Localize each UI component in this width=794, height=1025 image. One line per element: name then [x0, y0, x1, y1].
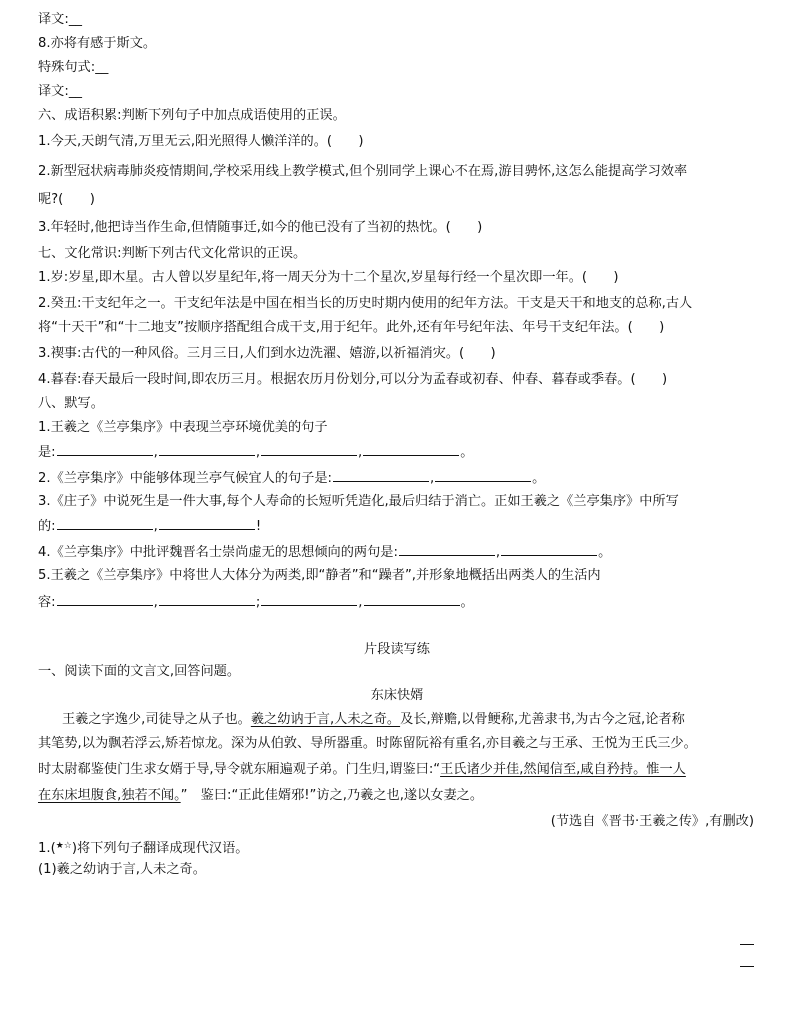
passage-source: (节选自《晋书·王羲之传》,有删改)	[550, 814, 754, 829]
difficulty-star-icon: ★☆	[55, 841, 72, 851]
dictation-question-5: 5.王羲之《兰亭集序》中将世人大体分为两类,即“静者”和“躁者”,并形象地概括出两类人的生活内	[38, 568, 601, 583]
culture-question-4: 4.暮春:春天最后一段时间,即农历三月。根据农历月份划分,可以分为孟春或初春、仲春、暮春或季春。( )	[38, 372, 668, 387]
passage-line-1: 王羲之字逸少,司徒导之从子也。羲之幼讷于言,人未之奇。及长,辩赡,以骨鲠称,尤善隶书,为古今之冠,论者称	[62, 712, 685, 727]
passage-line-3: 时太尉郗鉴使门生求女婿于导,导令就东厢遍观子弟。门生归,谓鉴曰:“王氏诸少并佳,然闻信至,咸自矜持。惟一人	[38, 762, 686, 777]
underlined-sentence: 在东床坦腹食,独若不闻。	[38, 788, 181, 803]
passage-line-2: 其笔势,以为飘若浮云,矫若惊龙。深为从伯敦、导所器重。时陈留阮裕有重名,亦目羲之与王承、王悦为王氏三少。	[38, 736, 697, 751]
dictation-question-3-answer: 的: , !	[38, 516, 261, 537]
sentence-item-8: 8.亦将有感于斯文。	[38, 36, 157, 51]
translation-question-1: 1.(★☆)将下列句子翻译成现代汉语。	[38, 841, 249, 856]
answer-blank[interactable]	[501, 542, 597, 556]
section-6-heading: 六、成语积累:判断下列句子中加点成语使用的正误。	[38, 108, 346, 123]
reading-heading: 一、阅读下面的文言文,回答问题。	[38, 664, 241, 679]
culture-question-2: 2.癸丑:干支纪年之一。干支纪年法是中国在相当长的历史时期内使用的纪年方法。干支是天干和地支的总称,古人	[38, 296, 693, 311]
answer-line[interactable]	[740, 966, 754, 967]
dictation-question-3: 3.《庄子》中说死生是一件大事,每个人寿命的长短听凭造化,最后归结于消亡。正如王羲之《兰亭集序》中所写	[38, 494, 679, 509]
translation-line: 译文:__	[38, 12, 83, 27]
idiom-question-2-cont: 呢?( )	[38, 192, 95, 207]
answer-blank[interactable]	[435, 468, 531, 482]
section-title: 片段读写练	[364, 642, 430, 657]
answer-blank[interactable]	[57, 516, 153, 530]
dictation-question-1: 1.王羲之《兰亭集序》中表现兰亭环境优美的句子	[38, 420, 328, 435]
section-7-heading: 七、文化常识:判断下列古代文化常识的正误。	[38, 246, 307, 261]
underlined-sentence: 羲之幼讷于言,人未之奇。	[250, 712, 401, 727]
answer-blank[interactable]	[363, 442, 459, 456]
culture-question-2-cont: 将“十天干”和“十二地支”按顺序搭配组合成干支,用于纪年。此外,还有年号纪年法、年号干支纪年法。( )	[38, 320, 665, 335]
idiom-question-3: 3.年轻时,他把诗当作生命,但情随事迁,如今的他已没有了当初的热忱。( )	[38, 220, 483, 235]
answer-blank[interactable]	[333, 468, 429, 482]
answer-blank[interactable]	[57, 592, 153, 606]
dictation-question-4: 4.《兰亭集序》中批评魏晋名士崇尚虚无的思想倾向的两句是: , 。	[38, 542, 611, 563]
passage-title: 东床快婿	[370, 688, 424, 703]
section-8-heading: 八、默写。	[38, 396, 104, 411]
answer-blank[interactable]	[159, 442, 255, 456]
translation-line: 译文:__	[38, 84, 83, 99]
answer-blank[interactable]	[57, 442, 153, 456]
culture-question-1: 1.岁:岁星,即木星。古人曾以岁星纪年,将一周天分为十二个星次,岁星每行经一个星次即一年。( )	[38, 270, 619, 285]
answer-line[interactable]	[740, 944, 754, 945]
passage-line-4: 在东床坦腹食,独若不闻。” 鉴曰:“正此佳婿邪!”访之,乃羲之也,遂以女妻之。	[38, 788, 484, 803]
idiom-question-1: 1.今天,天朗气清,万里无云,阳光照得人懒洋洋的。( )	[38, 134, 364, 149]
answer-blank[interactable]	[399, 542, 495, 556]
answer-blank[interactable]	[261, 442, 357, 456]
answer-blank[interactable]	[261, 592, 357, 606]
answer-blank[interactable]	[364, 592, 460, 606]
answer-blank[interactable]	[159, 516, 255, 530]
dictation-question-2: 2.《兰亭集序》中能够体现兰亭气候宜人的句子是: , 。	[38, 468, 545, 489]
idiom-question-2: 2.新型冠状病毒肺炎疫情期间,学校采用线上教学模式,但个别同学上课心不在焉,游目骋怀,这怎么能提高学习效率	[38, 164, 688, 179]
dictation-question-5-answer: 容: , ; , 。	[38, 592, 474, 613]
answer-blank[interactable]	[159, 592, 255, 606]
dictation-question-1-answer: 是: , , , 。	[38, 442, 473, 463]
underlined-sentence: 王氏诸少并佳,然闻信至,咸自矜持。惟一人	[440, 762, 686, 777]
answer-prefix: 是:	[38, 445, 56, 460]
culture-question-3: 3.禊事:古代的一种风俗。三月三日,人们到水边洗濯、嬉游,以祈福消灾。( )	[38, 346, 496, 361]
translation-sub-question-1: (1)羲之幼讷于言,人未之奇。	[38, 862, 206, 877]
special-pattern-line: 特殊句式:__	[38, 60, 109, 75]
